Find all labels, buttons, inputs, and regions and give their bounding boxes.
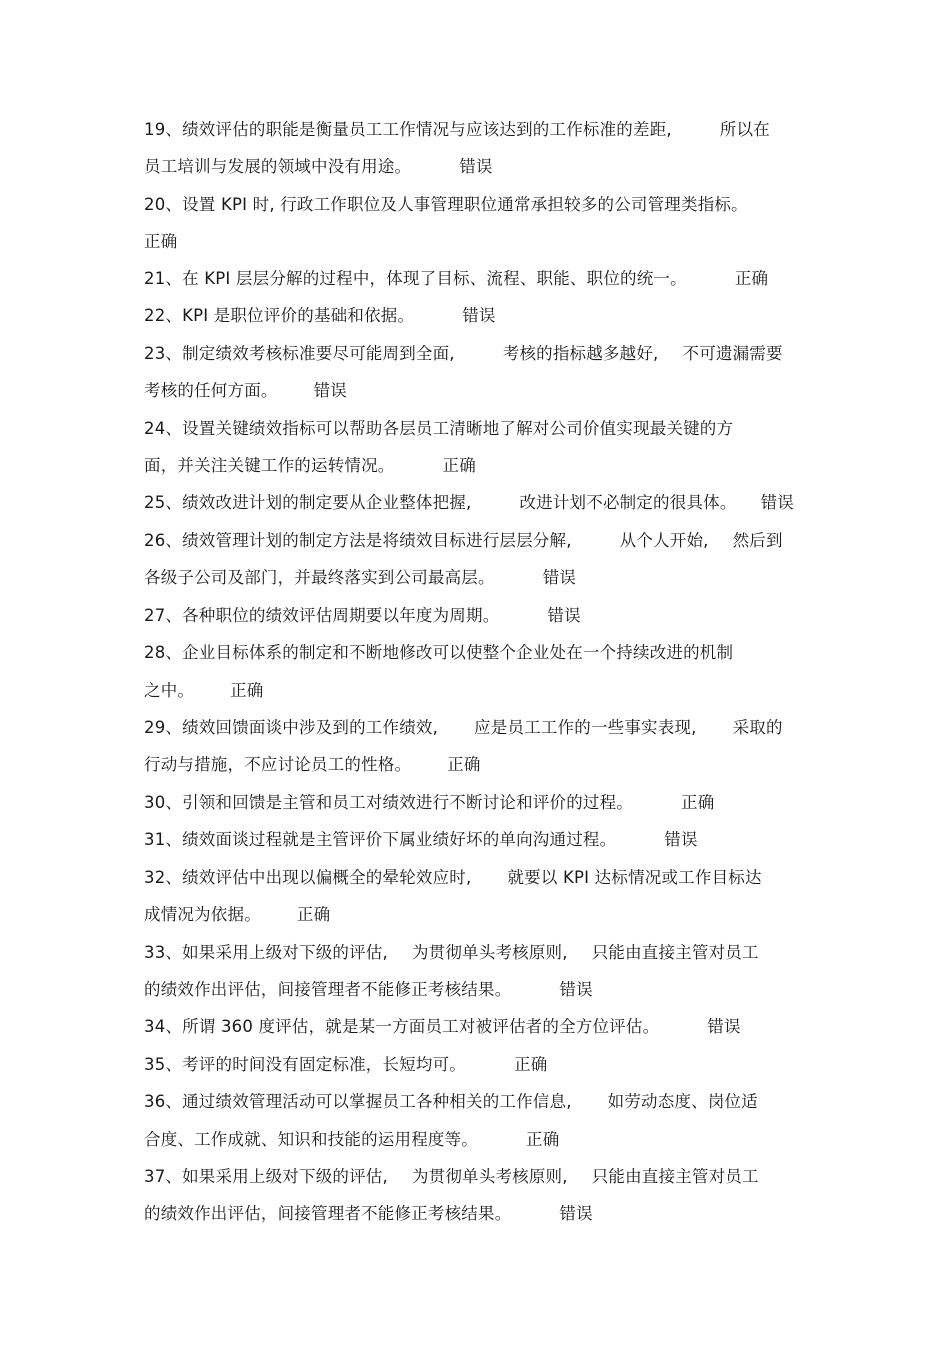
question-26-line-1: 26、绩效管理计划的制定方法是将绩效目标进行层层分解, 从个人开始, 然后到 (144, 531, 783, 550)
answer-label: 错误 (559, 980, 593, 999)
answer-label: 错误 (547, 606, 581, 625)
answer-label: 正确 (296, 905, 331, 924)
answer-label: 正确 (526, 1130, 560, 1149)
question-26-line-2: 各级子公司及部门，并最终落实到公司最高层。 错误 (144, 568, 577, 587)
answer-label: 错误 (707, 1017, 741, 1036)
question-30: 30、引领和回馈是主管和员工对绩效进行不断讨论和评价的过程。 正确 (144, 793, 715, 812)
question-20-line-2 (144, 231, 809, 253)
question-20-line-1: 20、设置 KPI 时, 行政工作职位及人事管理职位通常承担较多的公司管理类指标。 (144, 195, 748, 214)
question-23-line-2: 考核的任何方面。 错误 (144, 381, 348, 400)
question-35: 35、考评的时间没有固定标准，长短均可。 正确 (144, 1055, 548, 1074)
answer-label: 正确 (230, 681, 264, 700)
question-28-line-1: 28、企业目标体系的制定和不断地修改可以使整个企业处在一个持续改进的机制 (144, 643, 734, 662)
question-36-line-2: 合度、工作成就、知识和技能的运用程度等。 正确 (144, 1130, 560, 1149)
question-29-line-2: 行动与措施，不应讨论员工的性格。 正确 (144, 755, 481, 774)
question-29-line-1: 29、绩效回馈面谈中涉及到的工作绩效, 应是员工工作的一些事实表现, 采取的 (144, 718, 783, 737)
answer-label: 错误 (459, 157, 493, 176)
question-36-line-1: 36、通过绩效管理活动可以掌握员工各种相关的工作信息, 如劳动态度、岗位适 (144, 1092, 758, 1111)
answer-label: 正确 (514, 1055, 548, 1074)
answer-label: 正确 (442, 456, 476, 475)
question-22: 22、KPI 是职位评价的基础和依据。 错误 (144, 306, 496, 325)
answer-label: 错误 (559, 1204, 593, 1223)
answer-label: 正确 (734, 269, 769, 288)
question-37-line-1: 37、如果采用上级对下级的评估, 为贯彻单头考核原则, 只能由直接主管对员工 (144, 1167, 759, 1186)
question-21: 21、在 KPI 层层分解的过程中，体现了目标、流程、职能、职位的统一。 正确 (144, 269, 769, 288)
question-24-line-1: 24、设置关键绩效指标可以帮助各层员工清晰地了解对公司价值实现最关键的方 (144, 419, 734, 438)
question-31: 31、绩效面谈过程就是主管评价下属业绩好坏的单向沟通过程。 错误 (144, 830, 698, 849)
question-34: 34、所谓 360 度评估，就是某一方面员工对被评估者的全方位评估。 错误 (144, 1017, 741, 1036)
question-32-line-2: 成情况为依据。 正确 (144, 905, 331, 924)
question-28-line-2: 之中。 正确 (144, 681, 264, 700)
question-33-line-1: 33、如果采用上级对下级的评估, 为贯彻单头考核原则, 只能由直接主管对员工 (144, 943, 759, 962)
question-23-line-1: 23、制定绩效考核标准要尽可能周到全面, 考核的指标越多越好, 不可遗漏需要 (144, 344, 783, 363)
answer-label: 错误 (462, 306, 496, 325)
question-24-line-2: 面，并关注关键工作的运转情况。 正确 (144, 456, 476, 475)
answer-label: 错误 (313, 381, 348, 400)
answer-label: 正确 (447, 755, 481, 774)
question-33-line-2: 的绩效作出评估，间接管理者不能修正考核结果。 错误 (144, 980, 593, 999)
answer-label: 错误 (664, 830, 698, 849)
question-37-line-2: 的绩效作出评估，间接管理者不能修正考核结果。 错误 (144, 1204, 593, 1223)
answer-label: 错误 (760, 493, 794, 512)
question-27: 27、各种职位的绩效评估周期要以年度为周期。 错误 (144, 606, 581, 625)
question-19-line-2: 员工培训与发展的领域中没有用途。 错误 (144, 157, 493, 176)
question-25: 25、绩效改进计划的制定要从企业整体把握, 改进计划不必制定的很具体。 错误 (144, 493, 794, 512)
answer-label: 正确 (681, 793, 715, 812)
answer-label: 正确 (144, 232, 178, 251)
answer-label: 错误 (542, 568, 577, 587)
question-32-line-1: 32、绩效评估中出现以偏概全的晕轮效应时, 就要以 KPI 达标情况或工作目标达 (144, 868, 762, 887)
question-19-line-1: 19、绩效评估的职能是衡量员工工作情况与应该达到的工作标准的差距, 所以在 (144, 120, 770, 139)
